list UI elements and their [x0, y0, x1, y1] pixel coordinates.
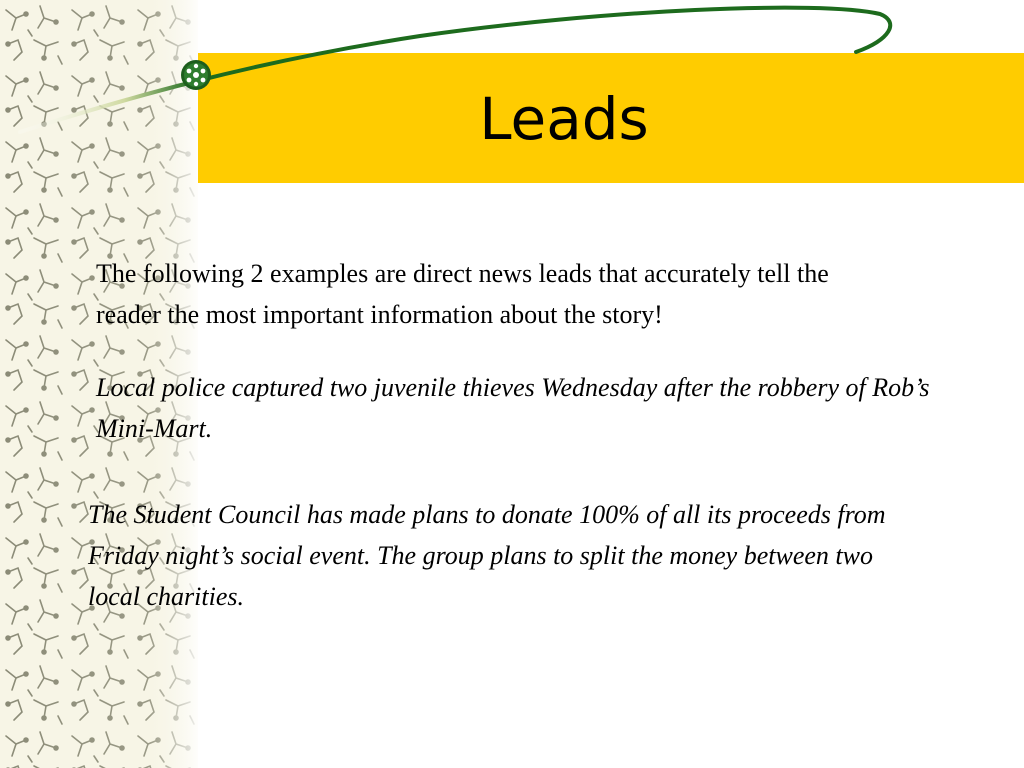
slide-title: Leads: [479, 85, 649, 153]
intro-paragraph: The following 2 examples are direct news leads that accurately tell the reader the most important information about the story!: [96, 259, 829, 329]
lead-example-two: The Student Council has made plans to donate 100% of all its proceeds from Friday night’s social event. The group plans to split the money between two local charities.: [88, 500, 886, 611]
lead-example-one: Local police captured two juvenile thieves Wednesday after the robbery of Rob’s Mini-Mart.: [96, 373, 930, 443]
